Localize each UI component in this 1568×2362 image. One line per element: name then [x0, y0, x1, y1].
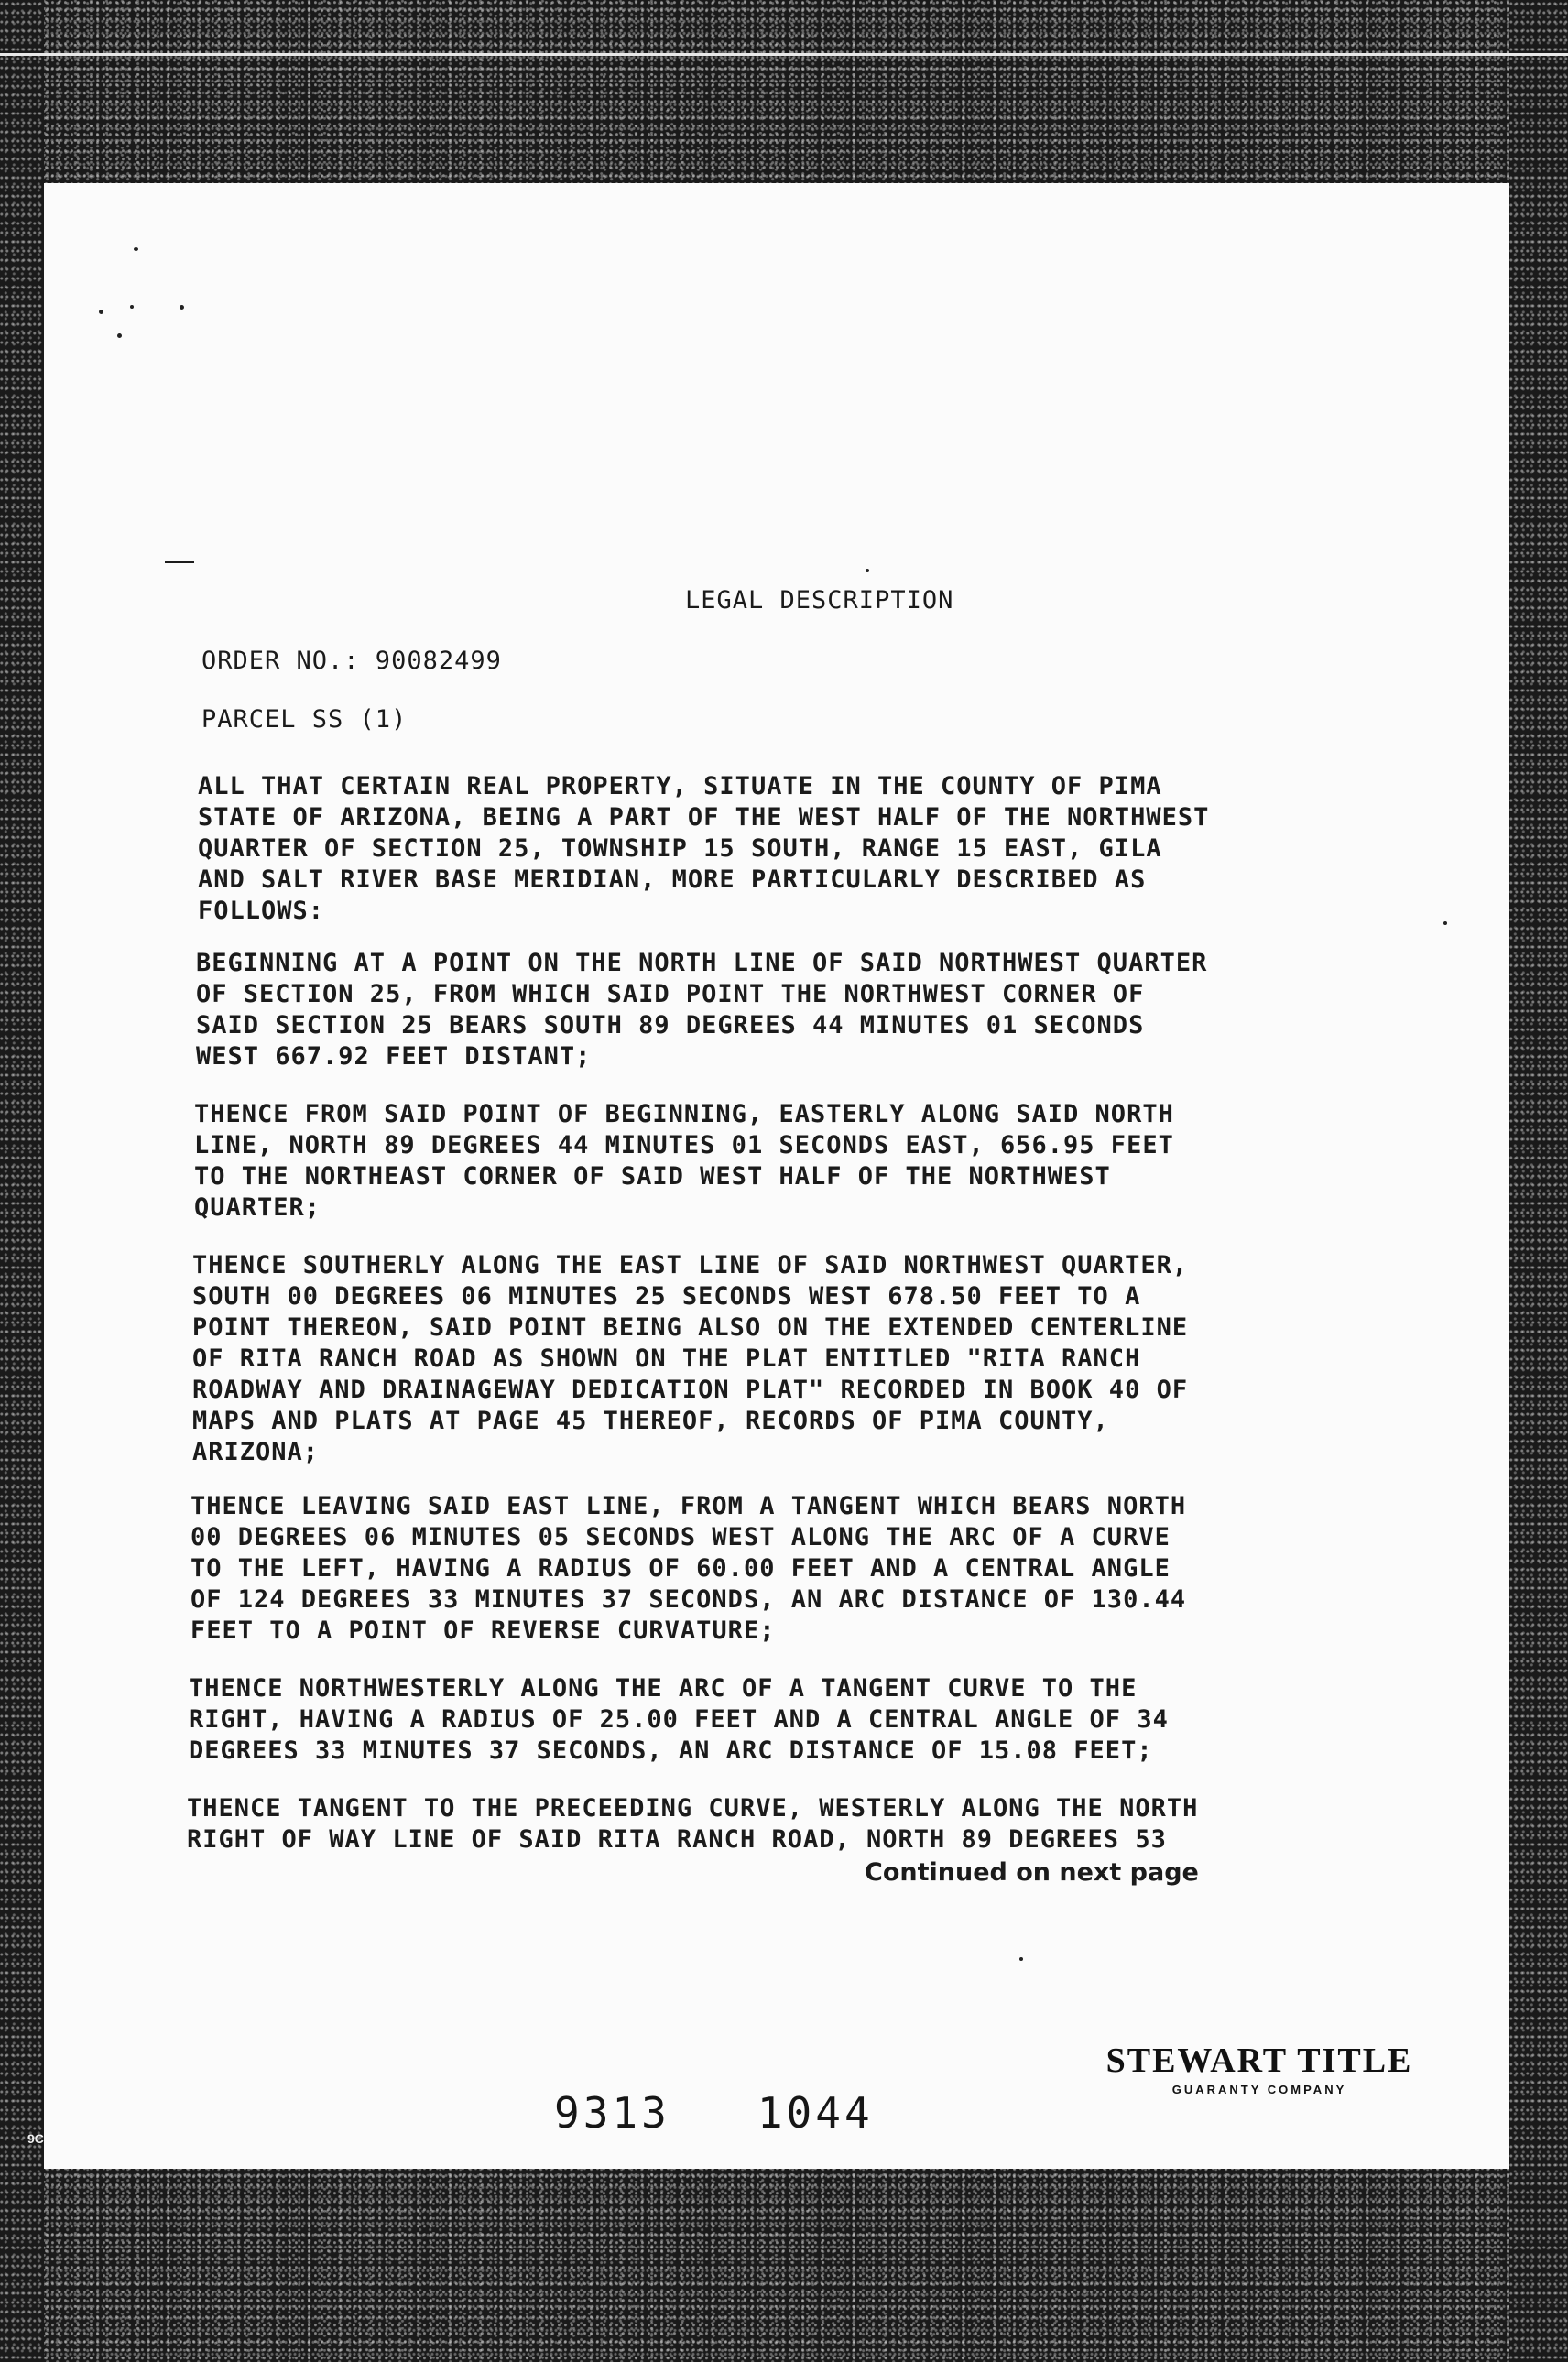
order-number: ORDER NO.: 90082499 [201, 647, 502, 675]
stamp-company-name: STEWART TITLE [1105, 2041, 1413, 2080]
paper-speck [134, 247, 138, 251]
recording-page-number: 9313 1044 [554, 2088, 874, 2138]
paper-speck [117, 333, 122, 338]
company-stamp [1062, 2041, 1456, 2096]
paper-speck [1443, 921, 1447, 925]
scan-top-rule [0, 53, 1568, 56]
paper-speck [99, 310, 103, 314]
scan-noise-right [1509, 0, 1568, 2362]
stamp-company-subtitle: GUARANTY COMPANY [1171, 2083, 1347, 2096]
paper-speck [130, 305, 134, 309]
continued-note: Continued on next page [865, 1858, 1199, 1887]
description-paragraph: THENCE NORTHWESTERLY ALONG THE ARC OF A TANGENT CURVE TO THE RIGHT, HAVING A RADIUS OF 25.00 FEET AND A CENTRAL ANGLE OF 34 DEGREES 33 MINUTES 37 SECONDS, AN ARC DISTANCE OF 15.08 FEET; [189, 1674, 1169, 1765]
form-code: 9C [27, 2131, 44, 2146]
paper-speck [866, 569, 869, 572]
scan-noise-top [0, 0, 1568, 192]
paper-speck [1019, 1957, 1023, 1961]
page-title: LEGAL DESCRIPTION [685, 586, 954, 615]
paper-speck [180, 305, 184, 310]
description-paragraph: THENCE TANGENT TO THE PRECEEDING CURVE, WESTERLY ALONG THE NORTH RIGHT OF WAY LINE OF SAID RITA RANCH ROAD, NORTH 89 DEGREES 53 [187, 1794, 1199, 1854]
parcel-label: PARCEL SS (1) [201, 705, 408, 734]
description-paragraph: THENCE SOUTHERLY ALONG THE EAST LINE OF SAID NORTHWEST QUARTER, SOUTH 00 DEGREES 06 MINUTES 25 SECONDS WEST 678.50 FEET TO A POINT THEREON, SAID POINT BEING ALSO ON THE EXTENDED CENTERLINE OF RITA RANCH ROAD AS SHOWN ON THE PLAT ENTITLED "RITA RANCH ROADWAY AND DRAINAGEWAY DEDICATION PLAT" RECORDED IN BOOK 40 OF MAPS AND PLATS AT PAGE 45 THEREOF, RECORDS OF PIMA COUNTY, ARIZONA; [192, 1251, 1189, 1466]
margin-dash-mark [165, 561, 194, 563]
description-paragraph: THENCE FROM SAID POINT OF BEGINNING, EASTERLY ALONG SAID NORTH LINE, NORTH 89 DEGREES 44 MINUTES 01 SECONDS EAST, 656.95 FEET TO THE NORTHEAST CORNER OF SAID WEST HALF OF THE NORTHWEST QUARTER; [194, 1100, 1174, 1222]
description-paragraph: THENCE LEAVING SAID EAST LINE, FROM A TANGENT WHICH BEARS NORTH 00 DEGREES 06 MINUTES 05 SECONDS WEST ALONG THE ARC OF A CURVE TO THE LEFT, HAVING A RADIUS OF 60.00 FEET AND A CENTRAL ANGLE OF 124 DEGREES 33 MINUTES 37 SECONDS, AN ARC DISTANCE OF 130.44 FEET TO A POINT OF REVERSE CURVATURE; [191, 1492, 1187, 1645]
description-paragraph: ALL THAT CERTAIN REAL PROPERTY, SITUATE IN THE COUNTY OF PIMA STATE OF ARIZONA, BEING A PART OF THE WEST HALF OF THE NORTHWEST QUARTER OF SECTION 25, TOWNSHIP 15 SOUTH, RANGE 15 EAST, GILA AND SALT RIVER BASE MERIDIAN, MORE PARTICULARLY DESCRIBED AS FOLLOWS: [198, 772, 1210, 925]
scan-noise-left [0, 0, 44, 2362]
scan-noise-bottom [0, 2166, 1568, 2362]
description-paragraph: BEGINNING AT A POINT ON THE NORTH LINE OF SAID NORTHWEST QUARTER OF SECTION 25, FROM WHICH SAID POINT THE NORTHWEST CORNER OF SAID SECTION 25 BEARS SOUTH 89 DEGREES 44 MINUTES 01 SECONDS WEST 667.92 FEET DISTANT; [196, 949, 1208, 1071]
